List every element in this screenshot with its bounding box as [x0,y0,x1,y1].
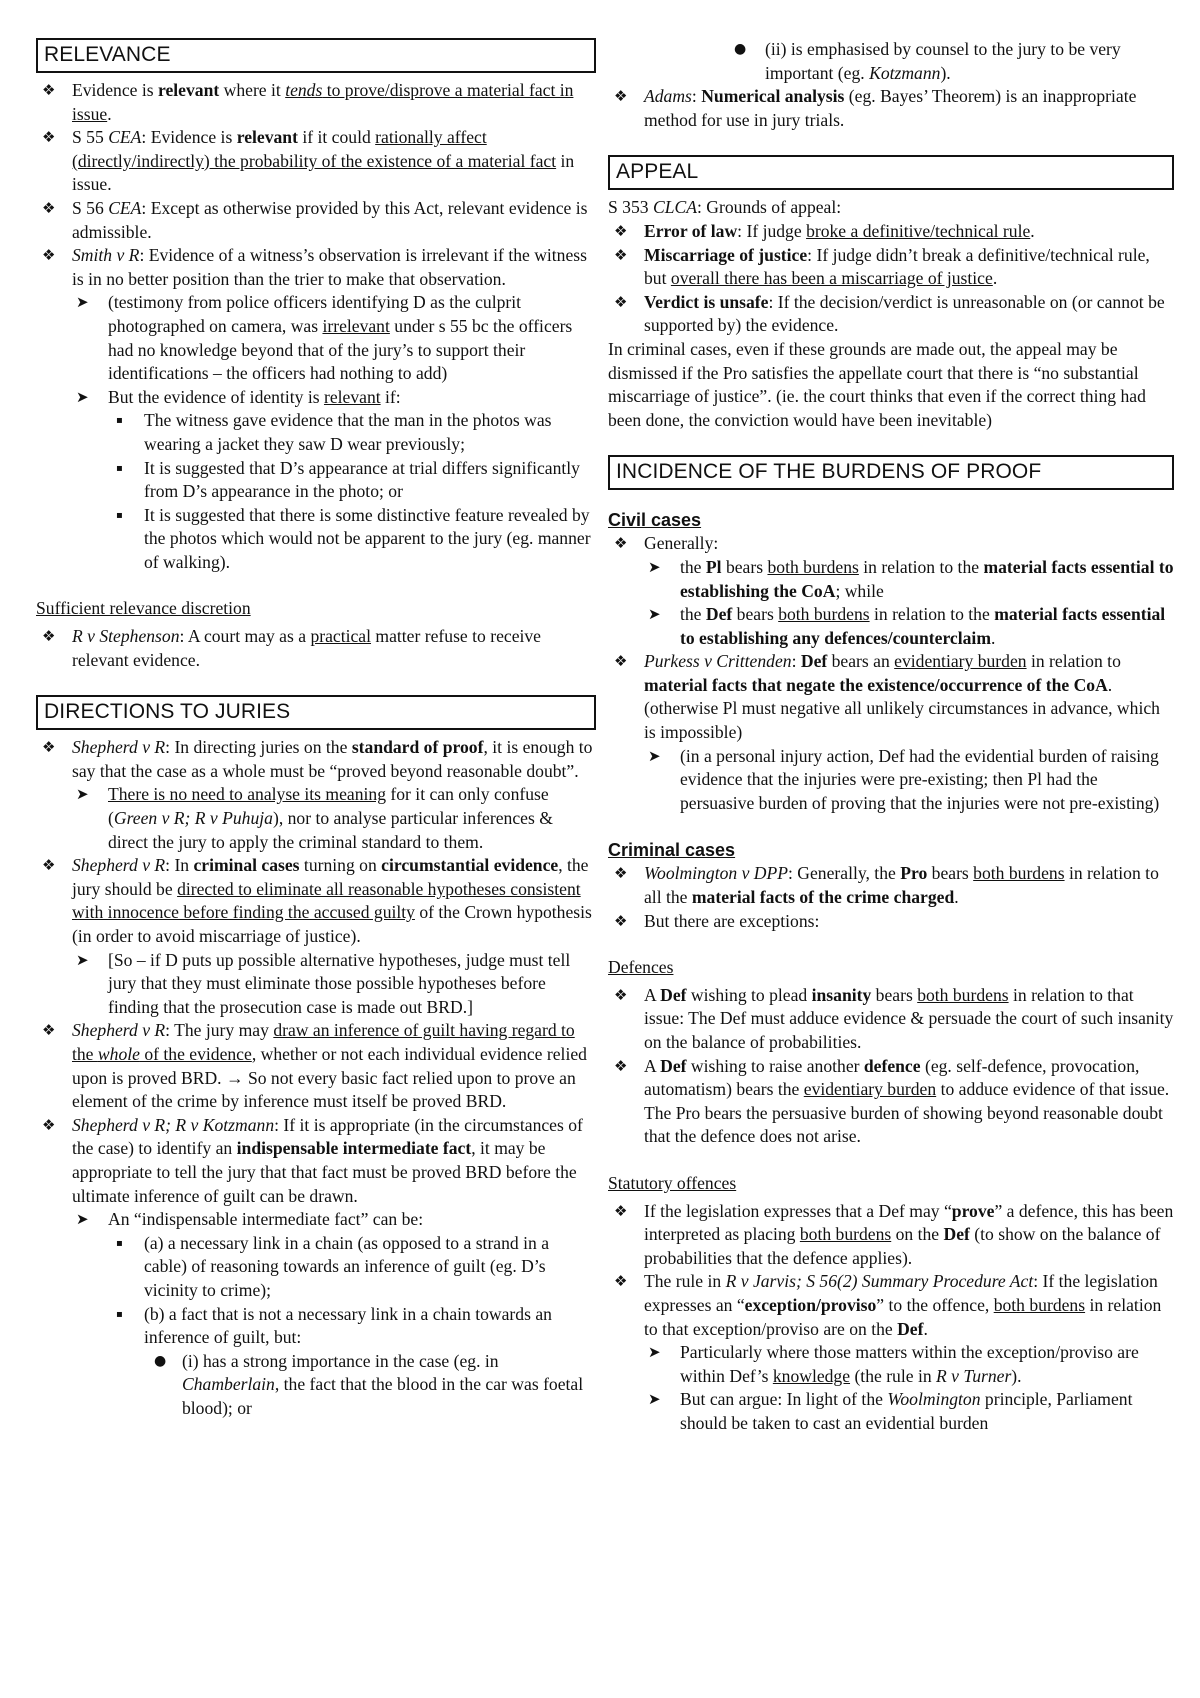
diamond-bullet-icon [614,532,627,556]
civil-item: ❖ Generally: [608,532,1174,556]
criminal-cases-heading: Criminal cases [608,840,736,861]
square-bullet-icon [116,1303,123,1327]
spacer [36,574,596,597]
square-bullet-icon [116,457,123,481]
diamond-bullet-icon [42,1114,55,1138]
round-bullet-icon [154,1350,166,1374]
diamond-bullet-icon [42,854,55,878]
smith-subpoint: ➤ But the evidence of identity is relevant if: [36,386,596,410]
criminal-item: ❖ But there are exceptions: [608,910,1174,934]
diamond-bullet-icon [614,1270,627,1294]
appeal-closing: In criminal cases, even if these grounds are made out, the appeal may be dismissed if the Pro satisfies the appellate court that there is “no substantial miscarriage of justice”. (ie. the court thinks that even if the correct thing had been done, the conviction would have been inevitable) [608,338,1146,430]
diamond-bullet-icon [614,85,627,109]
intermediate-fact-type: ▪ (a) a necessary link in a chain (as opposed to a strand in a cable) of reasoning towards an inference of guilt (eg. D’s vicinity to crime); [36,1232,596,1303]
defences-heading: Defences [608,957,674,978]
defences-item: ❖ A Def wishing to raise another defence (eg. self-defence, provocation, automatism) bears the evidentiary burden to adduce evidence of that issue. The Pro bears the persuasive burden of showing beyond reasonable doubt that the defence does not arise. [608,1055,1174,1149]
arrow-bullet-icon [76,783,89,807]
directions-item: ❖ Shepherd v R: In criminal cases turning on circumstantial evidence, the jury should be directed to eliminate all reasonable hypotheses consistent with innocence before finding the accused guilty of the Crown hypothesis (in order to avoid miscarriage of justice). [36,854,596,948]
civil-cases-heading: Civil cases [608,510,702,531]
relevance-item: ❖ S 56 CEA: Except as otherwise provided by this Act, relevant evidence is admissible. [36,197,596,244]
arrow-bullet-icon [76,1208,89,1232]
appeal-intro: S 353 CLCA: Grounds of appeal: [608,197,842,218]
directions-item: ❖ Shepherd v R: In directing juries on the standard of proof, it is enough to say that the case as a whole must be “proved beyond reasonable doubt”. [36,736,596,783]
jarvis-subpoint: ➤ Particularly where those matters within the exception/proviso are within Def’s knowledge (the rule in R v Turner). [608,1341,1174,1388]
relevance-heading: RELEVANCE [36,38,596,73]
spacer [608,432,1174,455]
spacer [608,1149,1174,1172]
square-bullet-icon [116,409,123,433]
burdens-heading: INCIDENCE OF THE BURDENS OF PROOF [608,455,1174,490]
arrow-bullet-icon [76,386,89,410]
smith-subpoint: ➤ (testimony from police officers identifying D as the culprit photographed on camera, was irrelevant under s 55 bc the officers had no knowledge beyond that of the jury’s to support their identifications – the officers had nothing to add) [36,291,596,385]
arrow-bullet-icon [648,603,661,627]
appeal-ground: ❖ Verdict is unsafe: If the decision/verdict is unreasonable on (or cannot be supported by) the evidence. [608,291,1174,338]
identity-condition: ▪ It is suggested that D’s appearance at trial differs significantly from D’s appearance in the photo; or [36,457,596,504]
appeal-ground: ❖ Miscarriage of justice: If judge didn’t break a definitive/technical rule, but overall there has been a miscarriage of justice. [608,244,1174,291]
arrow-bullet-icon [648,556,661,580]
discretion-item: ❖ R v Stephenson: A court may as a practical matter refuse to receive relevant evidence. [36,625,596,672]
civil-subpoint: ➤ the Pl bears both burdens in relation to the material facts essential to establishing the CoA; while [608,556,1174,603]
civil-subpoint: ➤ (in a personal injury action, Def had the evidential burden of raising evidence that the injuries were pre-existing; then Pl had the persuasive burden of proving that the injuries were not pre-existing) [608,745,1174,816]
statutory-item: ❖ The rule in R v Jarvis; S 56(2) Summary Procedure Act: If the legislation expresses an “exception/proviso” to the offence, both burdens in relation to that exception/proviso are on the Def. [608,1270,1174,1341]
intermediate-fact-subtype: ● (ii) is emphasised by counsel to the jury to be very important (eg. Kotzmann). [608,38,1174,85]
round-bullet-icon [734,38,746,62]
arrow-bullet-icon [648,1341,661,1365]
directions-subpoint: ➤ There is no need to analyse its meaning for it can only confuse (Green v R; R v Puhuja), nor to analyse particular inferences & direct the jury to apply the criminal standard to them. [36,783,596,854]
discretion-heading: Sufficient relevance discretion [36,598,251,619]
diamond-bullet-icon [42,736,55,760]
identity-condition: ▪ It is suggested that there is some distinctive feature revealed by the photos which would not be apparent to the jury (eg. manner of walking). [36,504,596,575]
diamond-bullet-icon [614,1055,627,1079]
diamond-bullet-icon [42,79,55,103]
directions-subpoint: ➤ An “indispensable intermediate fact” can be: [36,1208,596,1232]
civil-item: ❖ Purkess v Crittenden: Def bears an evidentiary burden in relation to material facts that negate the existence/occurrence of the CoA. (otherwise Pl must negative all unlikely circumstances in advance, which is impossible) [608,650,1174,744]
intermediate-fact-subtype: ● (i) has a strong importance in the case (eg. in Chamberlain, the fact that the blood in the car was foetal blood); or [36,1350,596,1421]
directions-heading: DIRECTIONS TO JURIES [36,695,596,730]
diamond-bullet-icon [614,650,627,674]
relevance-item: ❖ S 55 CEA: Evidence is relevant if it could rationally affect (directly/indirectly) the probability of the existence of a material fact in issue. [36,126,596,197]
arrow-bullet-icon [76,291,89,315]
spacer [608,132,1174,155]
statutory-offences-heading: Statutory offences [608,1172,737,1193]
diamond-bullet-icon [614,1200,627,1224]
relevance-item: ❖ Smith v R: Evidence of a witness’s observation is irrelevant if the witness is in no better position than the trier to make that observation. [36,244,596,291]
appeal-heading: APPEAL [608,155,1174,190]
diamond-bullet-icon [614,910,627,934]
square-bullet-icon [116,1232,123,1256]
civil-subpoint: ➤ the Def bears both burdens in relation to the material facts essential to establishing any defences/counterclaim. [608,603,1174,650]
arrow-bullet-icon [648,1388,661,1412]
right-column [608,38,1174,1436]
directions-item: ❖ Adams: Numerical analysis (eg. Bayes’ Theorem) is an inappropriate method for use in jury trials. [608,85,1174,132]
relevance-item: ❖ Evidence is relevant where it tends to prove/disprove a material fact in issue. [36,79,596,126]
identity-condition: ▪ The witness gave evidence that the man in the photos was wearing a jacket they saw D wear previously; [36,409,596,456]
spacer [608,933,1174,956]
arrow-bullet-icon [648,745,661,769]
diamond-bullet-icon [42,126,55,150]
intermediate-fact-type: ▪ (b) a fact that is not a necessary link in a chain towards an inference of guilt, but: [36,1303,596,1350]
diamond-bullet-icon [614,244,627,268]
diamond-bullet-icon [614,862,627,886]
diamond-bullet-icon [614,291,627,315]
left-column [36,38,596,1420]
arrow-bullet-icon [76,949,89,973]
jarvis-subpoint: ➤ But can argue: In light of the Woolmington principle, Parliament should be taken to cast an evidential burden [608,1388,1174,1435]
diamond-bullet-icon [42,244,55,268]
spacer [608,496,1174,508]
directions-item: ❖ Shepherd v R; R v Kotzmann: If it is appropriate (in the circumstances of the case) to identify an indispensable intermediate fact, it may be appropriate to tell the jury that that fact must be proved BRD before the ultimate inference of guilt can be drawn. [36,1114,596,1208]
spacer [608,815,1174,838]
square-bullet-icon [116,504,123,528]
diamond-bullet-icon [614,984,627,1008]
diamond-bullet-icon [42,625,55,649]
diamond-bullet-icon [42,1019,55,1043]
appeal-ground: ❖ Error of law: If judge broke a definitive/technical rule. [608,220,1174,244]
diamond-bullet-icon [614,220,627,244]
diamond-bullet-icon [42,197,55,221]
defences-item: ❖ A Def wishing to plead insanity bears both burdens in relation to that issue: The Def must adduce evidence & persuade the court of such insanity on the balance of probabilities. [608,984,1174,1055]
criminal-item: ❖ Woolmington v DPP: Generally, the Pro bears both burdens in relation to all the material facts of the crime charged. [608,862,1174,909]
directions-item: ❖ Shepherd v R: The jury may draw an inference of guilt having regard to the whole of the evidence, whether or not each individual evidence relied upon is proved BRD. → So not every basic fact relied upon to prove an element of the crime by inference must itself be proved BRD. [36,1019,596,1113]
directions-subpoint: ➤ [So – if D puts up possible alternative hypotheses, judge must tell jury that they must eliminate those possible hypotheses before finding that the prosecution case is made out BRD.] [36,949,596,1020]
statutory-item: ❖ If the legislation expresses that a Def may “prove” a defence, this has been interpreted as placing both burdens on the Def (to show on the balance of probabilities that the defence applies). [608,1200,1174,1271]
spacer [36,672,596,695]
